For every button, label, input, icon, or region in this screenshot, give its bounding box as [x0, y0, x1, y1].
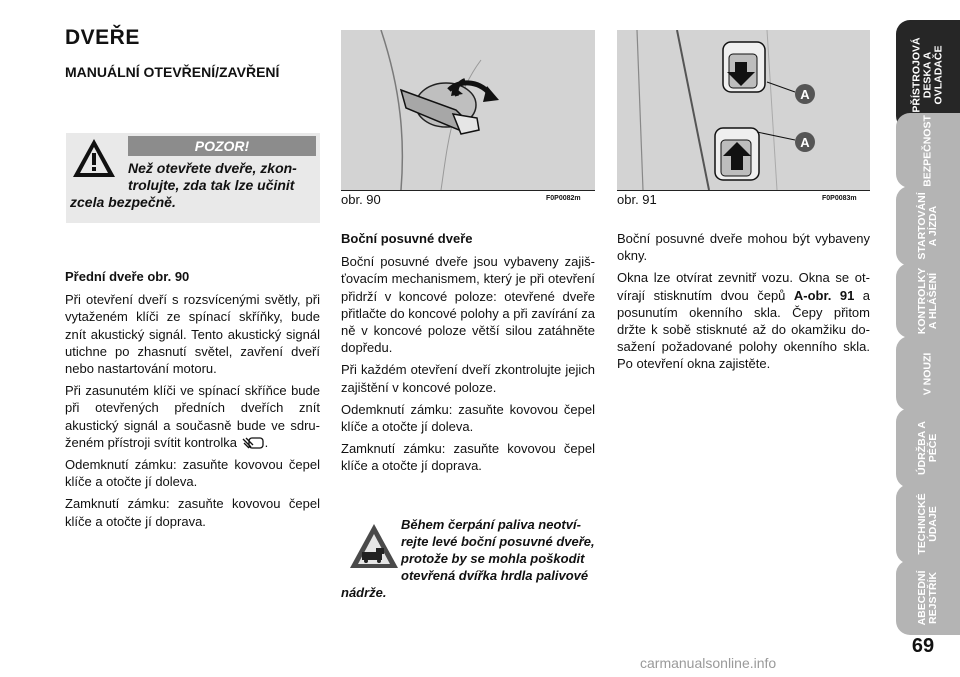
figure-90-image [341, 30, 595, 190]
tab-startovani[interactable] [896, 186, 960, 266]
fuel-note [341, 512, 595, 602]
section-title: DVEŘE [65, 26, 140, 49]
callout-a-lower: A [800, 135, 810, 150]
tab-kontrolky[interactable] [896, 263, 960, 338]
figure-90-caption-bar [341, 190, 595, 191]
figure-91-caption-bar [617, 190, 870, 191]
tab-label: KONTROLKY A HLÁŠENÍ [916, 267, 939, 334]
tab-v-nouzi[interactable] [896, 336, 960, 411]
sliding-doors-title: Boční posuvné dveře [341, 231, 473, 246]
tab-label: PŘÍSTROJOVÁ DESKA A OVLADAČE [910, 37, 945, 113]
windows-p2: Okna lze otvírat zevnitř vozu. Okna se otvírají stisknutím dvou čepů A-obr. 91 a posunutím okenního skla. Čepy přitom držte k sobě stisknuté až do okamžiku dosažení požadované polohy okenního skla. Po otevření okna zajistěte. [617, 270, 871, 372]
tab-label: ÚDRŽBA A PÉČE [916, 420, 939, 476]
warning-label: POZOR! [128, 136, 316, 156]
door-handle-illustration [341, 30, 595, 190]
figure-91-code: F0P0083m [822, 195, 857, 202]
figure-91-label: obr. 91 [617, 192, 657, 207]
windows-section [617, 230, 870, 378]
page-number: 69 [911, 635, 935, 657]
front-doors-p4: Zamknutí zámku: zasuňte kovovou čepel klíče a otočte jí doprava. [65, 496, 320, 529]
front-doors-p3: Odemknutí zámku: zasuňte kovovou čepel klíče a otočte jí doleva. [65, 457, 320, 490]
sliding-doors-p2: Při každém otevření dveří zkontrolujte jejich zajištění v koncové poloze. [341, 362, 595, 395]
windows-p1: Boční posuvné dveře mohou být vybaveny okny. [617, 231, 870, 264]
tab-label: STARTOVÁNÍ A JÍZDA [916, 192, 939, 260]
tab-label: ABECEDNÍ REJSTŘÍK [916, 570, 939, 625]
sliding-doors-p1: Boční posuvné dveře jsou vybaveny zajišťovacím mechanismem, který je při otevření přidrží v koncové poloze: otevřené dveře přitlačte do koncové polohy a při zavírání za ně v koncové poloze větší silou zatáhněte dopředu. [341, 254, 595, 356]
sliding-doors-section [341, 230, 595, 480]
figure-reference: A-obr. 91 [793, 287, 855, 303]
window-latch-illustration [617, 30, 870, 190]
tab-label: TECHNICKÉ ÚDAJE [916, 493, 939, 555]
tab-udrzba[interactable] [896, 408, 960, 488]
fuel-note-text: Během čerpání paliva neotvírejte levé boční posuvné dveře, protože by se mohla poškodit otevřená dvířka hrdla palivové nádrže. [341, 517, 595, 600]
warning-text: Než otevřete dveře, zkontrolujte, zda tak lze učinit zcela bezpečně. [70, 160, 297, 210]
sliding-doors-p4: Zamknutí zámku: zasuňte kovovou čepel klíče a otočte jí doprava. [341, 441, 595, 474]
sliding-doors-p3: Odemknutí zámku: zasuňte kovovou čepel klíče a otočte jí doleva. [341, 401, 595, 435]
tab-technicke-udaje[interactable] [896, 484, 960, 564]
figure-90-code: F0P0082m [546, 195, 581, 202]
watermark: carmanualsonline.info [640, 655, 777, 671]
tab-label: V NOUZI [921, 352, 934, 395]
tab-bezpecnost[interactable] [896, 113, 960, 188]
door-open-warning-icon [241, 436, 265, 450]
tab-abecedni-rejstrik[interactable] [896, 560, 960, 635]
figure-90-label: obr. 90 [341, 192, 381, 207]
front-doors-p1: Při otevření dveří s rozsvícenými světly, při vytaženém klíči ze spínací skříňky, bude znít akustický signál. Tento akustický signál utichne po zhasnutí světel, zavření dveří nebo nastartování motoru. [65, 292, 320, 377]
warning-box [66, 133, 320, 223]
front-doors-title: Přední dveře obr. 90 [65, 269, 190, 284]
tab-label: BEZPEČNOST [921, 114, 934, 187]
section-subtitle: MANUÁLNÍ OTEVŘENÍ/ZAVŘENÍ [65, 64, 280, 80]
front-doors-p2: Při zasunutém klíči ve spínací skříňce bude při otevřených předních dveřích znít akustický signál a současně bude ve sdruženém přístroji svítit kontrolka . [65, 383, 320, 450]
figure-91-image [617, 30, 870, 190]
callout-a-upper: A [800, 87, 810, 102]
front-doors-section [65, 268, 320, 535]
